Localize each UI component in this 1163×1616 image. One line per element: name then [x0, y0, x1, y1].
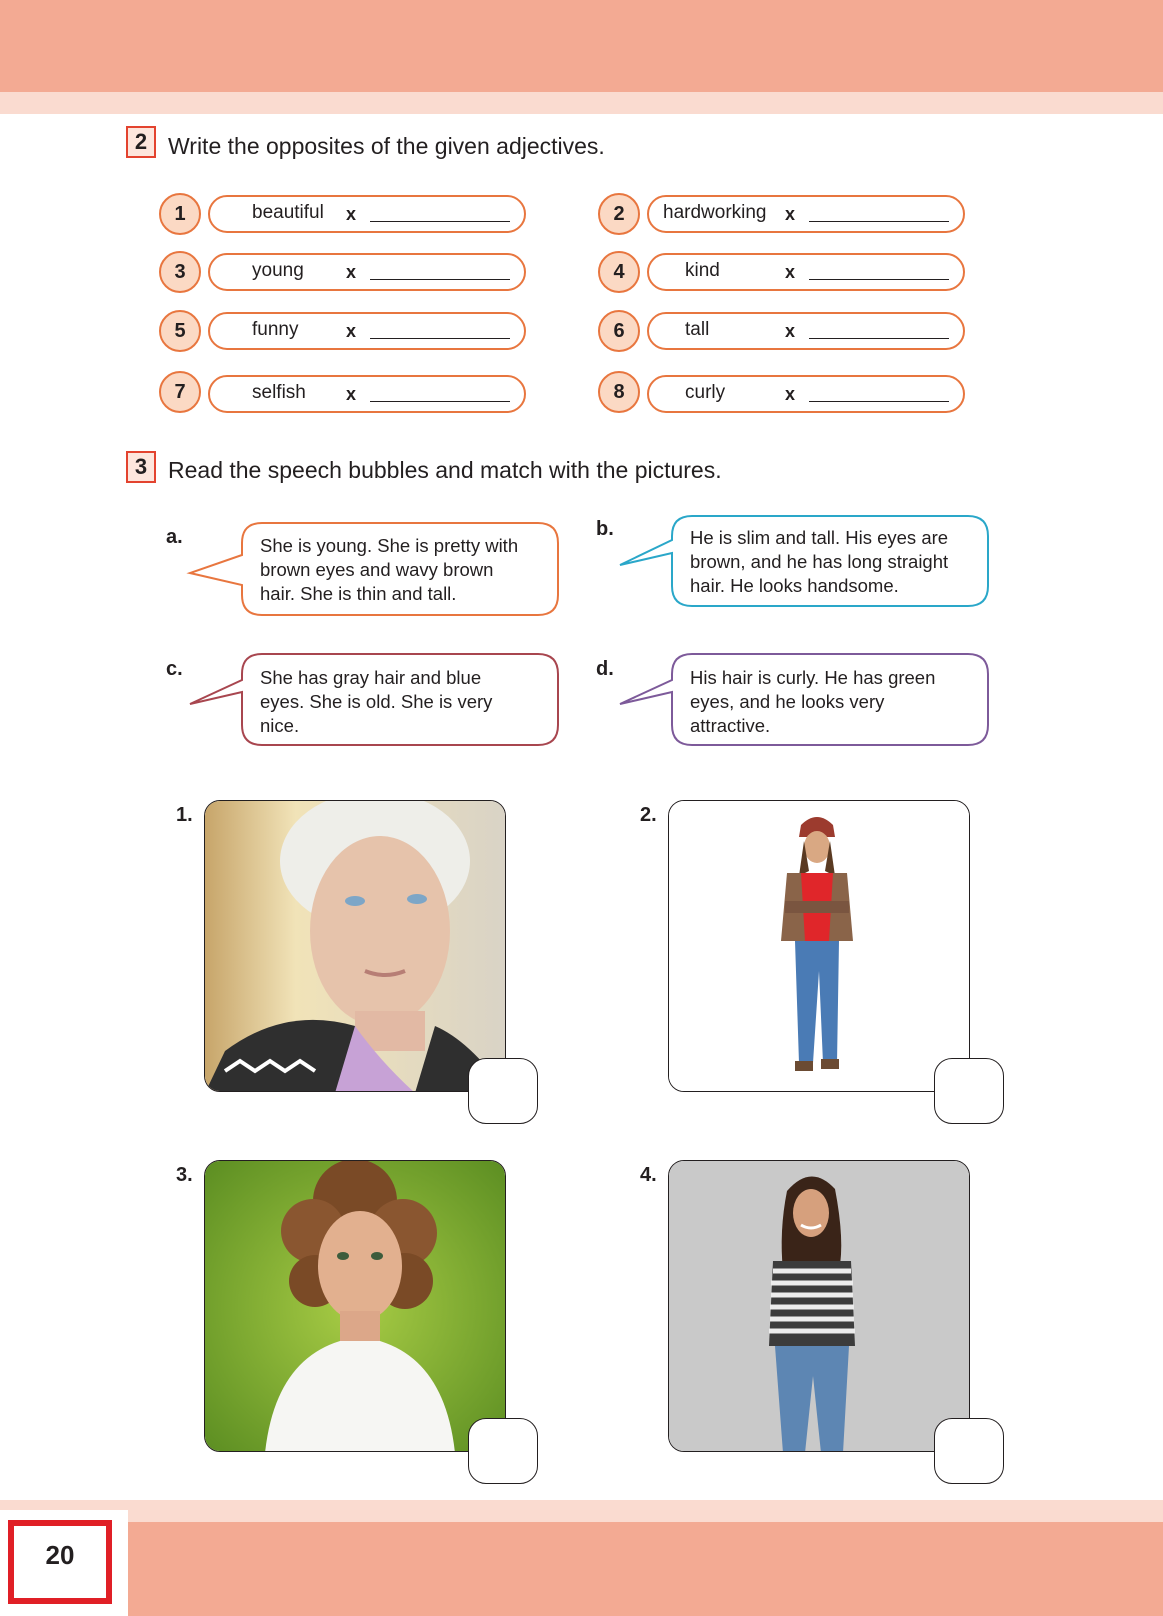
- bubble-text-c: [260, 666, 492, 738]
- opposite-sign: x: [785, 262, 796, 282]
- answer-box-4[interactable]: [934, 1418, 1004, 1484]
- item-number: 7: [159, 371, 201, 413]
- exercise-2-number: 2: [126, 126, 156, 158]
- bubble-line: brown eyes and wavy brown: [260, 559, 494, 580]
- item-number: 6: [598, 310, 640, 352]
- bubble-line: hair. She is thin and tall.: [260, 583, 457, 604]
- answer-box-2[interactable]: [934, 1058, 1004, 1124]
- bubble-line: attractive.: [690, 715, 771, 736]
- answer-box-1[interactable]: [468, 1058, 538, 1124]
- bubble-line: eyes. She is old. She is very: [260, 691, 493, 712]
- picture-number: 4.: [640, 1164, 657, 1186]
- adjective-word: hardworking: [663, 202, 767, 223]
- opposite-sign: x: [346, 321, 357, 341]
- opposite-sign: x: [785, 204, 796, 224]
- picture-number: 2.: [640, 804, 657, 826]
- bubble-line: nice.: [260, 715, 300, 736]
- opposite-sign: x: [785, 384, 796, 404]
- bubble-line: His hair is curly. He has green: [690, 667, 936, 688]
- picture-2-young-man: [668, 800, 970, 1092]
- adjective-word: selfish: [252, 382, 306, 403]
- bubble-letter: d.: [596, 658, 614, 680]
- bubble-text-d: [690, 666, 935, 738]
- picture-number: 3.: [176, 1164, 193, 1186]
- adjective-word: kind: [685, 260, 720, 281]
- adjective-word: beautiful: [252, 202, 324, 223]
- adjective-word: tall: [685, 319, 710, 340]
- bubble-letter: a.: [166, 526, 183, 548]
- opposite-sign: x: [346, 204, 357, 224]
- bubble-letter: c.: [166, 658, 183, 680]
- bubble-line: He is slim and tall. His eyes are: [690, 527, 949, 548]
- bubble-letter: b.: [596, 518, 614, 540]
- item-number: 5: [159, 310, 201, 352]
- page-number-box: [0, 1510, 128, 1616]
- bottom-band: [0, 1522, 1163, 1616]
- bottom-strip: [0, 1500, 1163, 1522]
- opposite-sign: x: [785, 321, 796, 341]
- item-number: 4: [598, 251, 640, 293]
- page-number: 20: [8, 1520, 112, 1604]
- bubble-line: She is young. She is pretty with: [260, 535, 519, 556]
- exercise-3-title: Read the speech bubbles and match with the pictures.: [168, 457, 722, 483]
- picture-number: 1.: [176, 804, 193, 826]
- picture-3-curly-man: [204, 1160, 506, 1452]
- bubble-line: She has gray hair and blue: [260, 667, 482, 688]
- bubble-line: eyes, and he looks very: [690, 691, 885, 712]
- item-number: 1: [159, 193, 201, 235]
- picture-1-old-woman: [204, 800, 506, 1092]
- item-number: 2: [598, 193, 640, 235]
- adjective-word: curly: [685, 382, 726, 403]
- picture-4-young-woman: [668, 1160, 970, 1452]
- answer-box-3[interactable]: [468, 1418, 538, 1484]
- item-number: 8: [598, 371, 640, 413]
- item-number: 3: [159, 251, 201, 293]
- adjective-word: funny: [252, 319, 299, 340]
- bubble-line: hair. He looks handsome.: [690, 575, 899, 596]
- opposite-sign: x: [346, 384, 357, 404]
- adjective-word: young: [252, 260, 304, 281]
- bubble-line: brown, and he has long straight: [690, 551, 949, 572]
- exercise-3-number: 3: [126, 451, 156, 483]
- bubble-text-b: [690, 526, 948, 598]
- opposite-sign: x: [346, 262, 357, 282]
- bubble-text-a: [260, 534, 518, 606]
- exercise-2-title: Write the opposites of the given adjectives.: [168, 133, 605, 159]
